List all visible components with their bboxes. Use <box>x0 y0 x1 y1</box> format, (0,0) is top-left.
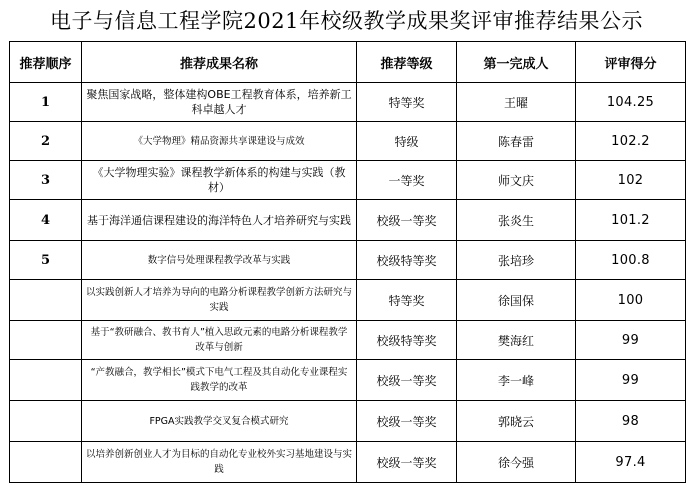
table-row <box>10 122 686 161</box>
achievement-name-cell: 聚焦国家战略，整体建构OBE工程教育体系，培养新工科卓越人才 <box>82 83 357 122</box>
first-author-cell: 李一峰 <box>457 360 576 401</box>
score-cell: 98 <box>576 401 686 442</box>
rank-cell: 5 <box>10 241 82 280</box>
achievement-name-cell: 以实践创新人才培养为导向的电路分析课程教学创新方法研究与实践 <box>82 280 357 321</box>
level-cell: 校级特等奖 <box>357 321 457 360</box>
rank-cell <box>10 280 82 321</box>
rank-cell: 3 <box>10 161 82 200</box>
table-row <box>10 401 686 442</box>
achievement-name-cell: “产教融合，教学相长”模式下电气工程及其自动化专业课程实践教学的改革 <box>82 360 357 401</box>
level-cell: 特等奖 <box>357 280 457 321</box>
achievement-name-cell: 数字信号处理课程教学改革与实践 <box>82 241 357 280</box>
table-row <box>10 442 686 483</box>
results-table <box>9 41 686 483</box>
rank-cell <box>10 442 82 483</box>
achievement-name-cell: 《大学物理》精品资源共享课建设与成效 <box>82 122 357 161</box>
rank-cell: 1 <box>10 83 82 122</box>
level-cell: 校级特等奖 <box>357 241 457 280</box>
table-row <box>10 200 686 241</box>
achievement-name-cell: 基于“教研融合、教书育人”植入思政元素的电路分析课程教学改革与创新 <box>82 321 357 360</box>
level-cell: 特等奖 <box>357 83 457 122</box>
level-cell: 校级一等奖 <box>357 401 457 442</box>
first-author-cell: 张培珍 <box>457 241 576 280</box>
score-cell: 101.2 <box>576 200 686 241</box>
level-cell: 校级一等奖 <box>357 200 457 241</box>
header-score: 评审得分 <box>576 42 686 83</box>
table-row <box>10 83 686 122</box>
rank-cell <box>10 401 82 442</box>
first-author-cell: 徐今强 <box>457 442 576 483</box>
first-author-cell: 师文庆 <box>457 161 576 200</box>
achievement-name-cell: 《大学物理实验》课程教学新体系的构建与实践（教材） <box>82 161 357 200</box>
level-cell: 校级一等奖 <box>357 360 457 401</box>
table-row <box>10 241 686 280</box>
header-rank: 推荐顺序 <box>10 42 82 83</box>
first-author-cell: 徐国保 <box>457 280 576 321</box>
score-cell: 99 <box>576 321 686 360</box>
first-author-cell: 陈春雷 <box>457 122 576 161</box>
achievement-name-cell: 以培养创新创业人才为目标的自动化专业校外实习基地建设与实践 <box>82 442 357 483</box>
page-title: 电子与信息工程学院2021年校级教学成果奖评审推荐结果公示 <box>50 9 643 33</box>
level-cell: 校级一等奖 <box>357 442 457 483</box>
score-cell: 99 <box>576 360 686 401</box>
score-cell: 97.4 <box>576 442 686 483</box>
table-header-row <box>10 42 686 83</box>
score-cell: 100.8 <box>576 241 686 280</box>
achievement-name-cell: FPGA实践教学交叉复合模式研究 <box>82 401 357 442</box>
score-cell: 104.25 <box>576 83 686 122</box>
table-row <box>10 280 686 321</box>
rank-cell: 2 <box>10 122 82 161</box>
rank-cell: 4 <box>10 200 82 241</box>
first-author-cell: 王曜 <box>457 83 576 122</box>
score-cell: 102.2 <box>576 122 686 161</box>
score-cell: 100 <box>576 280 686 321</box>
rank-cell <box>10 360 82 401</box>
table-row <box>10 321 686 360</box>
achievement-name-cell: 基于海洋通信课程建设的海洋特色人才培养研究与实践 <box>82 200 357 241</box>
first-author-cell: 樊海红 <box>457 321 576 360</box>
table-row <box>10 360 686 401</box>
header-achievement-name: 推荐成果名称 <box>82 42 357 83</box>
header-level: 推荐等级 <box>357 42 457 83</box>
first-author-cell: 郭晓云 <box>457 401 576 442</box>
table-row <box>10 161 686 200</box>
rank-cell <box>10 321 82 360</box>
first-author-cell: 张炎生 <box>457 200 576 241</box>
score-cell: 102 <box>576 161 686 200</box>
header-first-author: 第一完成人 <box>457 42 576 83</box>
level-cell: 特级 <box>357 122 457 161</box>
level-cell: 一等奖 <box>357 161 457 200</box>
